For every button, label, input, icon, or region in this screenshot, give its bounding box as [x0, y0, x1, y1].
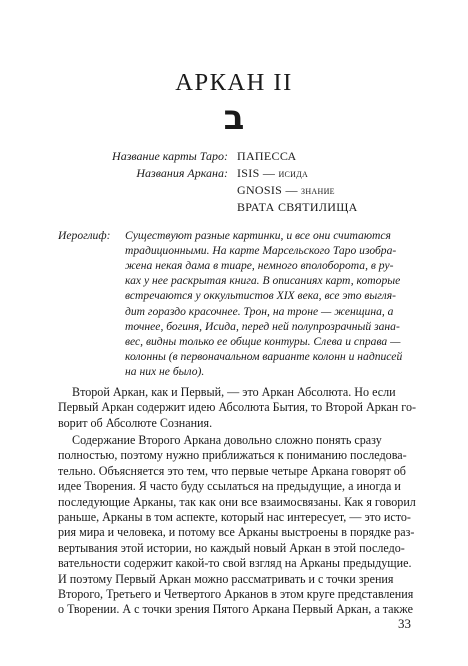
- hieroglyph-line: вес, видны только ее общие контуры. Слева и справа —: [125, 334, 401, 348]
- card-info-label: Названия Аркана:: [136, 166, 228, 180]
- hieroglyph-line: точнее, богиня, Исида, перед ней полупрозрачный зана-: [125, 319, 400, 333]
- hieroglyph-line: традиционными. На карте Марсельского Таро изобра-: [125, 244, 397, 258]
- paragraph-line: раньше, Арканы в том аспекте, который нас интересует, — это исто-: [58, 510, 411, 524]
- paragraph-line: полностью, поэтому нужно приближаться к пониманию последова-: [58, 448, 407, 463]
- paragraph-line: ворит об Абсолюте Сознания.: [58, 415, 213, 430]
- paragraph-line: И поэтому Первый Аркан можно рассматривать и с точки зрения: [58, 571, 394, 586]
- hieroglyph-line: дит гораздо красочнее. Трон, на троне — женщина, а: [125, 304, 394, 318]
- card-info-value: ISIS — исида: [237, 166, 309, 180]
- paragraph-line: Второго, Третьего и Четвертого Арканов в этом круге представления: [58, 587, 414, 601]
- card-info-value: ПАПЕССА: [237, 149, 297, 163]
- hieroglyph-line: на них не было).: [125, 364, 205, 378]
- hebrew-letter-bet: ב: [223, 98, 245, 138]
- paragraph-line: рия мира и человека, и потому все Арканы выстроены в порядке раз-: [58, 525, 415, 540]
- paragraph-line: последующие Арканы, так как они все взаимосвязаны. Как я говорил: [58, 494, 416, 509]
- paragraph-line: тельно. Объясняется это тем, что первые четыре Аркана говорят об: [58, 463, 406, 478]
- paragraph-line: Второй Аркан, как и Первый, — это Аркан Абсолюта. Но если: [72, 385, 396, 399]
- paragraph-line: вертывания этой истории, но каждый новый Аркан в этой последо-: [58, 540, 405, 555]
- paragraph-line: Содержание Второго Аркана довольно сложно понять сразу: [72, 433, 382, 447]
- paragraph-line: идее Творения. Я часто буду ссылаться на предыдущие, а иногда и: [58, 479, 401, 494]
- page-number: 33: [398, 616, 411, 631]
- hieroglyph-label: Иероглиф:: [58, 229, 111, 242]
- hieroglyph-line: ках у нее раскрытая книга. В описаниях карт, которые: [125, 274, 401, 288]
- paragraph-line: Первый Аркан содержит идею Абсолюта Бытия, то Второй Аркан го-: [58, 400, 417, 415]
- hieroglyph-line: колонны (в первоначальном варианте колонн и надписей: [125, 349, 403, 363]
- hieroglyph-line: встречаются у оккультистов XIX века, все это выгля-: [125, 289, 396, 303]
- paragraph-line: о Творении. А с точки зрения Пятого Аркана Первый Аркан, а также: [58, 602, 413, 617]
- card-info-value: GNOSIS — знание: [237, 183, 335, 197]
- chapter-title: АРКАН II: [175, 69, 293, 96]
- paragraph-line: вательности содержит какой-то свой взгляд на Арканы предыдущие.: [58, 556, 412, 571]
- card-info-value: ВРАТА СВЯТИЛИЩА: [237, 200, 358, 214]
- card-info-label: Название карты Таро:: [112, 149, 228, 163]
- hieroglyph-line: Существуют разные картинки, и все они считаются: [125, 229, 391, 242]
- hieroglyph-line: жена некая дама в тиаре, немного вполоборота, в ру-: [125, 259, 394, 273]
